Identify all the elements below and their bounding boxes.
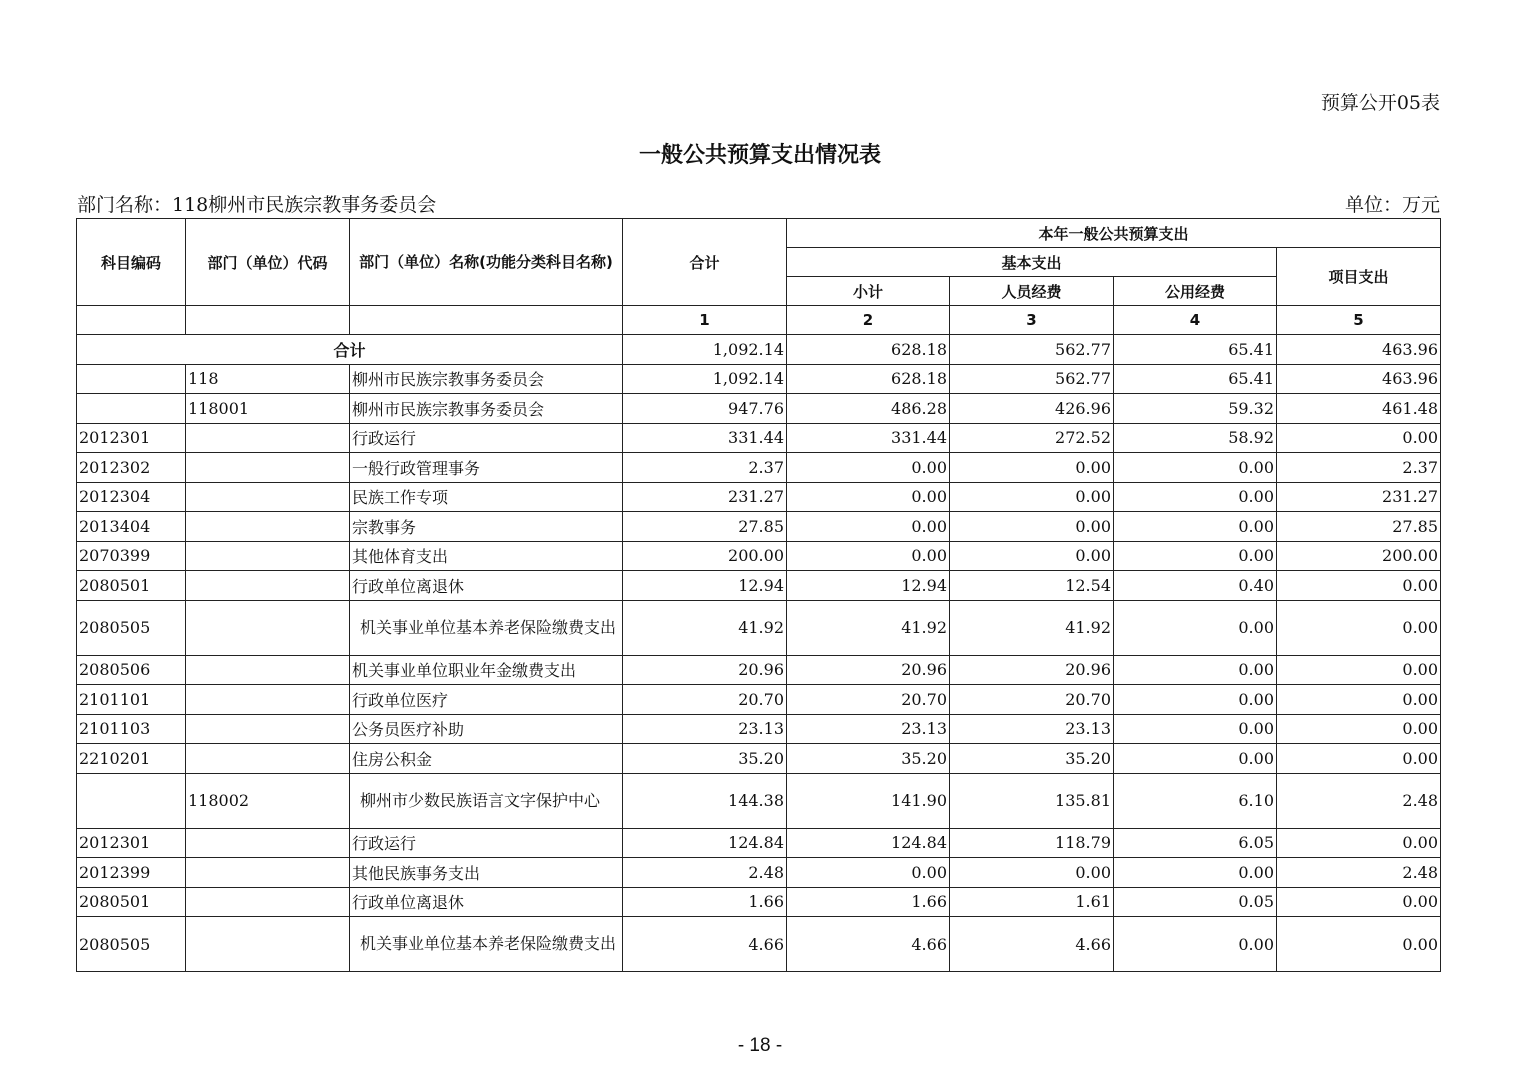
project-cell: 0.00 xyxy=(1277,744,1441,774)
total-cell: 2.37 xyxy=(623,453,787,483)
project-cell: 2.48 xyxy=(1277,858,1441,888)
header-personnel: 人员经费 xyxy=(950,277,1114,306)
code-cell: 2080505 xyxy=(77,917,186,972)
subtotal-cell: 12.94 xyxy=(787,571,950,601)
code-cell: 2012302 xyxy=(77,453,186,483)
name-cell: 行政运行 xyxy=(350,423,623,453)
total-cell: 35.20 xyxy=(623,744,787,774)
subtotal-cell: 41.92 xyxy=(787,600,950,655)
header-total: 合计 xyxy=(623,219,787,306)
header-project: 项目支出 xyxy=(1277,248,1441,306)
project-cell: 0.00 xyxy=(1277,685,1441,715)
code-cell: 2101101 xyxy=(77,685,186,715)
name-cell: 其他体育支出 xyxy=(350,541,623,571)
name-cell: 住房公积金 xyxy=(350,744,623,774)
dept-code-cell xyxy=(186,858,350,888)
project-cell: 0.00 xyxy=(1277,600,1441,655)
subtotal-cell: 124.84 xyxy=(787,828,950,858)
table-row xyxy=(77,512,1441,542)
total-cell: 2.48 xyxy=(623,858,787,888)
personnel-cell: 272.52 xyxy=(950,423,1114,453)
total-row xyxy=(77,335,1441,365)
public-cell: 59.32 xyxy=(1114,394,1277,424)
project-cell: 0.00 xyxy=(1277,655,1441,685)
subtotal-cell: 0.00 xyxy=(787,512,950,542)
dept-code-cell xyxy=(186,887,350,917)
personnel-cell: 562.77 xyxy=(950,364,1114,394)
table-row xyxy=(77,600,1441,655)
total-cell: 947.76 xyxy=(623,394,787,424)
dept-code-cell: 118001 xyxy=(186,394,350,424)
public-cell: 0.00 xyxy=(1114,600,1277,655)
total-cell: 4.66 xyxy=(623,917,787,972)
subtotal-cell: 0.00 xyxy=(787,453,950,483)
header-col-number: 3 xyxy=(950,306,1114,335)
code-cell xyxy=(77,364,186,394)
code-cell: 2210201 xyxy=(77,744,186,774)
dept-code-cell xyxy=(186,512,350,542)
total-cell: 41.92 xyxy=(623,600,787,655)
dept-code-cell: 118002 xyxy=(186,773,350,828)
subtotal-cell: 35.20 xyxy=(787,744,950,774)
personnel-cell: 0.00 xyxy=(950,482,1114,512)
table-row xyxy=(77,423,1441,453)
dept-code-cell xyxy=(186,714,350,744)
header-col-number: 4 xyxy=(1114,306,1277,335)
table-row xyxy=(77,685,1441,715)
public-cell: 0.00 xyxy=(1114,655,1277,685)
budget-table xyxy=(76,218,1441,972)
public-cell: 0.40 xyxy=(1114,571,1277,601)
public-cell: 0.05 xyxy=(1114,887,1277,917)
subtotal-cell: 0.00 xyxy=(787,858,950,888)
public-cell: 65.41 xyxy=(1114,335,1277,365)
dept-code-cell xyxy=(186,541,350,571)
name-cell: 柳州市少数民族语言文字保护中心 xyxy=(350,773,623,828)
total-cell: 1.66 xyxy=(623,887,787,917)
personnel-cell: 0.00 xyxy=(950,453,1114,483)
table-row xyxy=(77,541,1441,571)
code-cell: 2012304 xyxy=(77,482,186,512)
personnel-cell: 12.54 xyxy=(950,571,1114,601)
dept-code-cell: 118 xyxy=(186,364,350,394)
project-cell: 0.00 xyxy=(1277,423,1441,453)
table-row xyxy=(77,394,1441,424)
table-row xyxy=(77,655,1441,685)
header-public: 公用经费 xyxy=(1114,277,1277,306)
code-cell xyxy=(77,773,186,828)
personnel-cell: 20.96 xyxy=(950,655,1114,685)
table-row xyxy=(77,482,1441,512)
project-cell: 0.00 xyxy=(1277,887,1441,917)
total-cell: 20.70 xyxy=(623,685,787,715)
name-cell: 行政单位离退休 xyxy=(350,571,623,601)
header-group: 本年一般公共预算支出 xyxy=(787,219,1441,248)
public-cell: 6.05 xyxy=(1114,828,1277,858)
code-cell: 2080506 xyxy=(77,655,186,685)
subtotal-cell: 1.66 xyxy=(787,887,950,917)
code-cell: 2012301 xyxy=(77,423,186,453)
subtotal-cell: 4.66 xyxy=(787,917,950,972)
dept-code-cell xyxy=(186,917,350,972)
subtotal-cell: 628.18 xyxy=(787,335,950,365)
public-cell: 65.41 xyxy=(1114,364,1277,394)
subtotal-cell: 23.13 xyxy=(787,714,950,744)
name-cell: 机关事业单位职业年金缴费支出 xyxy=(350,655,623,685)
total-cell: 20.96 xyxy=(623,655,787,685)
name-cell: 柳州市民族宗教事务委员会 xyxy=(350,364,623,394)
total-cell: 23.13 xyxy=(623,714,787,744)
personnel-cell: 426.96 xyxy=(950,394,1114,424)
personnel-cell: 562.77 xyxy=(950,335,1114,365)
subtotal-cell: 628.18 xyxy=(787,364,950,394)
table-row xyxy=(77,858,1441,888)
personnel-cell: 4.66 xyxy=(950,917,1114,972)
personnel-cell: 118.79 xyxy=(950,828,1114,858)
personnel-cell: 0.00 xyxy=(950,512,1114,542)
dept-code-cell xyxy=(186,423,350,453)
name-cell: 宗教事务 xyxy=(350,512,623,542)
subtotal-cell: 0.00 xyxy=(787,541,950,571)
public-cell: 0.00 xyxy=(1114,744,1277,774)
code-cell xyxy=(77,394,186,424)
subtotal-cell: 331.44 xyxy=(787,423,950,453)
project-cell: 231.27 xyxy=(1277,482,1441,512)
name-cell: 机关事业单位基本养老保险缴费支出 xyxy=(350,917,623,972)
project-cell: 463.96 xyxy=(1277,364,1441,394)
dept-code-cell xyxy=(186,482,350,512)
page-number: - 18 - xyxy=(737,1035,783,1056)
public-cell: 0.00 xyxy=(1114,453,1277,483)
header-col-number: 1 xyxy=(623,306,787,335)
form-code: 预算公开05表 xyxy=(1320,92,1440,114)
code-cell: 2012399 xyxy=(77,858,186,888)
total-cell: 144.38 xyxy=(623,773,787,828)
dept-code-cell xyxy=(186,744,350,774)
name-cell: 一般行政管理事务 xyxy=(350,453,623,483)
total-cell: 331.44 xyxy=(623,423,787,453)
project-cell: 200.00 xyxy=(1277,541,1441,571)
dept-code-cell xyxy=(186,655,350,685)
header-blank xyxy=(350,306,623,335)
project-cell: 27.85 xyxy=(1277,512,1441,542)
name-cell: 机关事业单位基本养老保险缴费支出 xyxy=(350,600,623,655)
personnel-cell: 135.81 xyxy=(950,773,1114,828)
code-cell: 2012301 xyxy=(77,828,186,858)
dept-code-cell xyxy=(186,453,350,483)
header-dept-code: 部门（单位）代码 xyxy=(186,219,350,306)
name-cell: 行政单位医疗 xyxy=(350,685,623,715)
public-cell: 0.00 xyxy=(1114,541,1277,571)
public-cell: 0.00 xyxy=(1114,917,1277,972)
table-row xyxy=(77,917,1441,972)
total-cell: 1,092.14 xyxy=(623,335,787,365)
table-row xyxy=(77,744,1441,774)
table-row xyxy=(77,571,1441,601)
public-cell: 0.00 xyxy=(1114,714,1277,744)
code-cell: 2013404 xyxy=(77,512,186,542)
dept-code-cell xyxy=(186,600,350,655)
subtotal-cell: 141.90 xyxy=(787,773,950,828)
personnel-cell: 35.20 xyxy=(950,744,1114,774)
dept-code-cell xyxy=(186,685,350,715)
header-subtotal: 小计 xyxy=(787,277,950,306)
project-cell: 2.48 xyxy=(1277,773,1441,828)
project-cell: 0.00 xyxy=(1277,571,1441,601)
project-cell: 0.00 xyxy=(1277,917,1441,972)
total-cell: 27.85 xyxy=(623,512,787,542)
table-row xyxy=(77,364,1441,394)
table-row xyxy=(77,887,1441,917)
table-row xyxy=(77,714,1441,744)
project-cell: 463.96 xyxy=(1277,335,1441,365)
dept-code-cell xyxy=(186,828,350,858)
total-cell: 200.00 xyxy=(623,541,787,571)
header-dept-name: 部门（单位）名称(功能分类科目名称) xyxy=(350,219,623,306)
code-cell: 2101103 xyxy=(77,714,186,744)
public-cell: 0.00 xyxy=(1114,482,1277,512)
header-col-number: 2 xyxy=(787,306,950,335)
public-cell: 0.00 xyxy=(1114,685,1277,715)
personnel-cell: 1.61 xyxy=(950,887,1114,917)
department-name: 部门名称：118柳州市民族宗教事务委员会 xyxy=(77,194,437,216)
name-cell: 公务员医疗补助 xyxy=(350,714,623,744)
total-label: 合计 xyxy=(77,335,623,365)
name-cell: 其他民族事务支出 xyxy=(350,858,623,888)
code-cell: 2080505 xyxy=(77,600,186,655)
personnel-cell: 20.70 xyxy=(950,685,1114,715)
personnel-cell: 0.00 xyxy=(950,858,1114,888)
name-cell: 行政单位离退休 xyxy=(350,887,623,917)
subtotal-cell: 20.70 xyxy=(787,685,950,715)
unit-label: 单位：万元 xyxy=(1344,194,1440,216)
name-cell: 行政运行 xyxy=(350,828,623,858)
dept-code-cell xyxy=(186,571,350,601)
page-title: 一般公共预算支出情况表 xyxy=(638,143,881,168)
project-cell: 0.00 xyxy=(1277,828,1441,858)
header-col-number: 5 xyxy=(1277,306,1441,335)
personnel-cell: 0.00 xyxy=(950,541,1114,571)
public-cell: 0.00 xyxy=(1114,512,1277,542)
total-cell: 231.27 xyxy=(623,482,787,512)
subtotal-cell: 20.96 xyxy=(787,655,950,685)
personnel-cell: 41.92 xyxy=(950,600,1114,655)
header-basic: 基本支出 xyxy=(787,248,1277,277)
code-cell: 2080501 xyxy=(77,887,186,917)
header-blank xyxy=(77,306,186,335)
code-cell: 2070399 xyxy=(77,541,186,571)
personnel-cell: 23.13 xyxy=(950,714,1114,744)
total-cell: 1,092.14 xyxy=(623,364,787,394)
name-cell: 柳州市民族宗教事务委员会 xyxy=(350,394,623,424)
project-cell: 2.37 xyxy=(1277,453,1441,483)
total-cell: 124.84 xyxy=(623,828,787,858)
subtotal-cell: 0.00 xyxy=(787,482,950,512)
total-cell: 12.94 xyxy=(623,571,787,601)
table-row xyxy=(77,828,1441,858)
subtotal-cell: 486.28 xyxy=(787,394,950,424)
public-cell: 6.10 xyxy=(1114,773,1277,828)
code-cell: 2080501 xyxy=(77,571,186,601)
name-cell: 民族工作专项 xyxy=(350,482,623,512)
project-cell: 0.00 xyxy=(1277,714,1441,744)
public-cell: 0.00 xyxy=(1114,858,1277,888)
table-row xyxy=(77,773,1441,828)
header-code: 科目编码 xyxy=(77,219,186,306)
public-cell: 58.92 xyxy=(1114,423,1277,453)
header-blank xyxy=(186,306,350,335)
table-row xyxy=(77,453,1441,483)
project-cell: 461.48 xyxy=(1277,394,1441,424)
